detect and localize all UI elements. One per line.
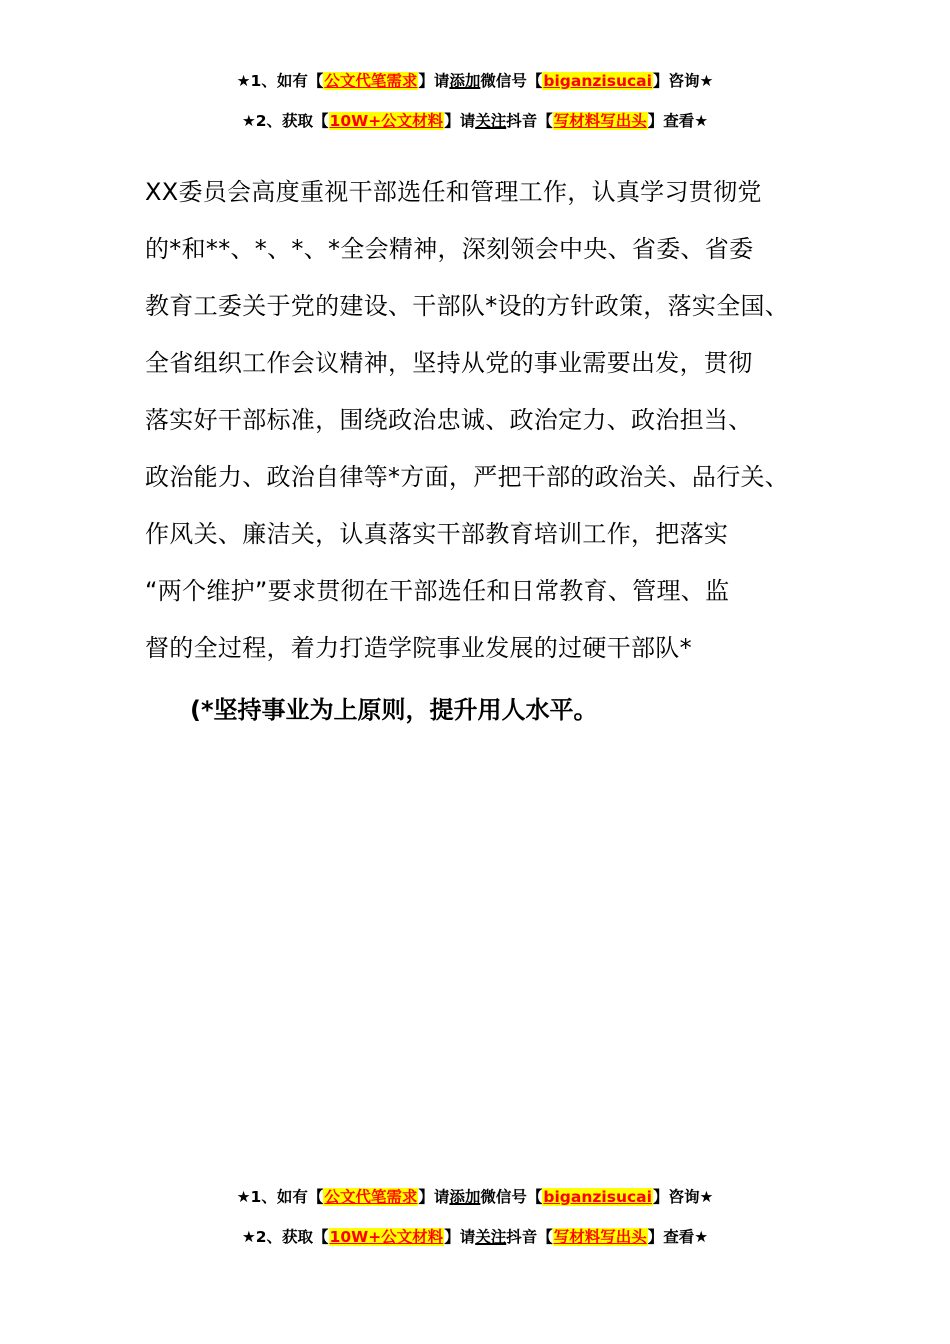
body-paragraph [145,164,830,677]
banner-text: 】请 [444,112,476,130]
banner-text: 】请 [444,1228,476,1246]
top-banner-line-2 [0,110,950,132]
banner-prefix: ★2、获取【 [241,112,329,130]
banner-text: 抖音【 [506,112,553,130]
paragraph-line: “两个维护”要求贯彻在干部选任和日常教育、管理、监 [145,577,730,605]
banner-suffix: 】查看★ [647,1228,709,1246]
banner-prefix: ★1、如有【 [236,1188,324,1206]
banner-highlight-materials: 10W+公文材料 [329,112,444,130]
section-heading: (*坚持事业为上原则，提升用人水平。 [190,696,598,724]
paragraph-line: 政治能力、政治自律等*方面，严把干部的政治关、品行关、 [145,463,790,491]
banner-underlined-text: 关注 [475,1228,507,1246]
paragraph-line: 督的全过程，着力打造学院事业发展的过硬干部队* [145,634,692,662]
paragraph-line: 的*和**、*、*、*全会精神，深刻领会中央、省委、省委 [145,235,754,263]
banner-underlined-text: 关注 [475,112,507,130]
banner-highlight-wechat-id: biganzisucai [543,72,652,90]
banner-highlight-douyin: 写材料写出头 [553,112,647,130]
top-banner-line-1 [0,70,950,92]
banner-text: 】请 [418,1188,450,1206]
banner-text: 微信号【 [480,1188,543,1206]
banner-prefix: ★2、获取【 [241,1228,329,1246]
paragraph-line: XX委员会高度重视干部选任和管理工作，认真学习贯彻党 [145,178,762,206]
banner-highlight-douyin: 写材料写出头 [553,1228,647,1246]
paragraph-line: 教育工委关于党的建设、干部队*设的方针政策，落实全国、 [145,292,790,320]
banner-underlined-text: 添加 [449,1188,481,1206]
banner-text: 微信号【 [480,72,543,90]
paragraph-line: 落实好干部标准，围绕政治忠诚、政治定力、政治担当、 [145,406,753,434]
banner-text: 抖音【 [506,1228,553,1246]
banner-underlined-text: 添加 [449,72,481,90]
banner-suffix: 】咨询★ [652,72,714,90]
banner-prefix: ★1、如有【 [236,72,324,90]
banner-highlight-service: 公文代笔需求 [324,72,418,90]
banner-suffix: 】咨询★ [652,1188,714,1206]
banner-highlight-service: 公文代笔需求 [324,1188,418,1206]
banner-text: 】请 [418,72,450,90]
bottom-banner-line-1 [0,1186,950,1208]
banner-highlight-materials: 10W+公文材料 [329,1228,444,1246]
banner-highlight-wechat-id: biganzisucai [543,1188,652,1206]
paragraph-line: 全省组织工作会议精神，坚持从党的事业需要出发，贯彻 [145,349,753,377]
banner-suffix: 】查看★ [647,112,709,130]
paragraph-line: 作风关、廉洁关，认真落实干部教育培训工作，把落实 [145,520,729,548]
bottom-banner-line-2 [0,1226,950,1248]
